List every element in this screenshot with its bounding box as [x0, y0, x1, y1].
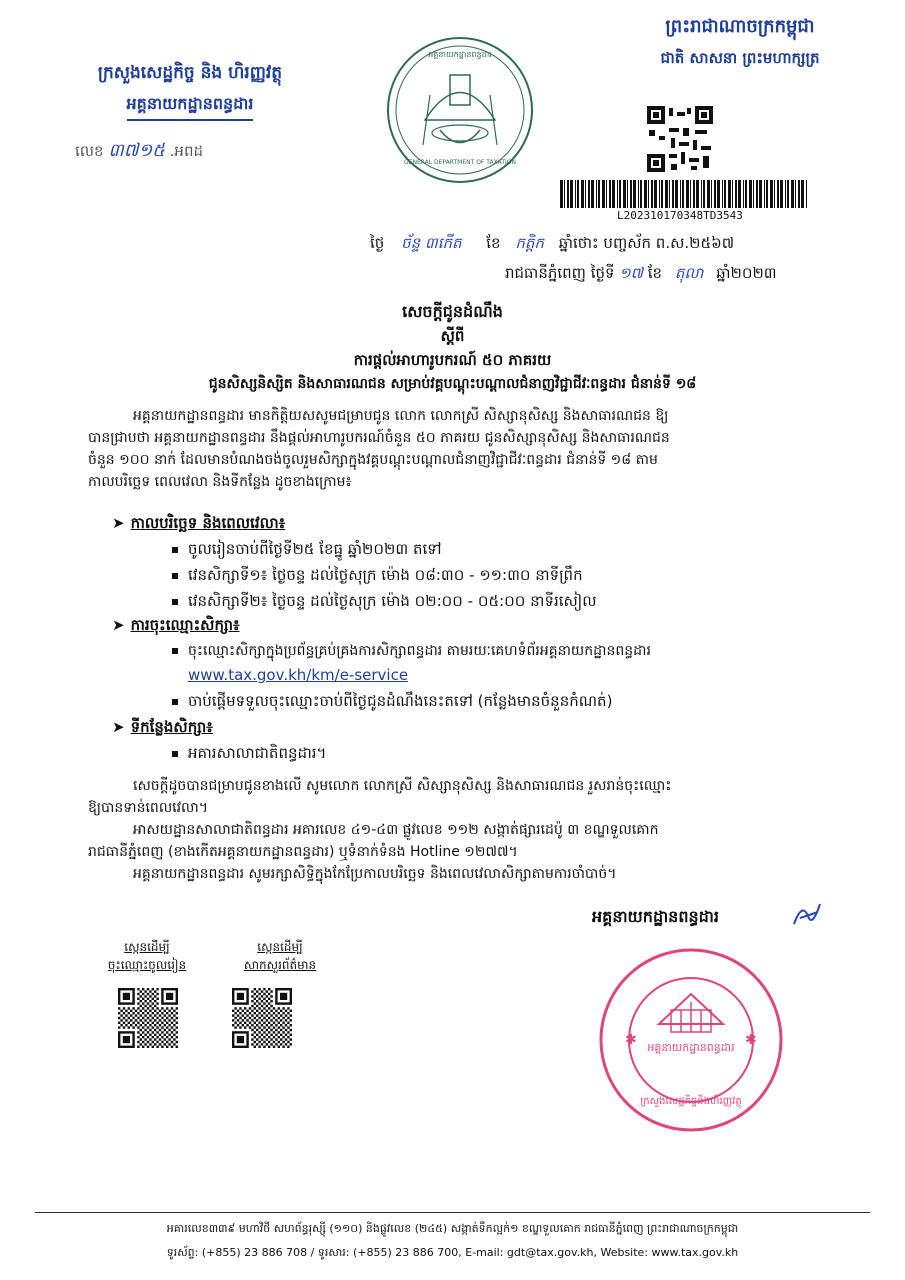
qr-caption: ចុះឈ្មោះចូលរៀន	[107, 958, 187, 972]
section-heading: ➤ ការចុះឈ្មោះសិក្សា៖	[112, 616, 240, 634]
svg-text:✱: ✱	[745, 1032, 757, 1048]
closing-line: រាជធានីភ្នំពេញ (ខាងកើតអគ្គនាយកដ្ឋានពន្ធដារ) ឬទំនាក់ទំនង Hotline ១២៧៧។	[88, 844, 518, 860]
barcode-id: L202310170348TD3543	[617, 209, 743, 222]
intro-line: កាលបរិច្ឆេទ ពេលវេលា និងទីកន្លែង ដូចខាងក្រោម៖	[88, 474, 352, 490]
lunar-month-handwritten: កត្តិក	[515, 234, 544, 252]
footer-contact: ទូរស័ព្ទ: (+855) 23 886 708 / ទូរសារ: (+855) 23 886 700, E-mail: gdt@tax.gov.kh, Website: www.tax.gov.kh	[166, 1246, 739, 1259]
section-heading: ➤ កាលបរិច្ឆេទ និងពេលវេលា៖	[112, 514, 286, 532]
seal-bottom-text: GENERAL DEPARTMENT OF TAXATION	[404, 159, 516, 166]
signature-mark	[790, 898, 826, 939]
solar-day-handwritten: ១៧	[619, 264, 643, 282]
kingdom-name: ព្រះរាជាណាចក្រកម្ពុជា	[665, 16, 815, 37]
ministry-name: ក្រសួងសេដ្ឋកិច្ច និង ហិរញ្ញវត្ថុ	[97, 63, 283, 83]
arrow-icon: ➤	[112, 616, 125, 634]
section-schedule	[112, 512, 832, 612]
arrow-icon: ➤	[112, 718, 125, 736]
closing-paragraphs	[88, 775, 833, 885]
qr-register-label	[92, 938, 202, 974]
intro-line: បានជ្រាបថា អគ្គនាយកដ្ឋានពន្ធដារ នឹងផ្តល់អាហារូបករណ៍ចំនួន ៥០ ភាគរយ ជូនសិស្សានុសិស្ស និងសាធារណជន	[88, 430, 670, 446]
list-item: ចុះឈ្មោះសិក្សាក្នុងប្រព័ន្ធគ្រប់គ្រងការសិក្សាពន្ធដារ តាមរយៈគេហទំព័រអគ្គនាយកដ្ឋានពន្ធដារ	[112, 640, 842, 662]
reference-number: លេខ ៣៧១៥ .អពដ	[75, 140, 203, 161]
official-stamp	[597, 946, 785, 1134]
reference-handwritten: ៣៧១៥	[108, 140, 165, 161]
footer-address: អគារលេខ៣៣៩ មហាវិថី សហព័ន្ធរុស្ស៊ី (១១០) និងផ្លូវលេខ (២៤៥) សង្កាត់ទឹកល្អក់១ ខណ្ឌទួលគោក រាជធានីភ្នំពេញ ព្រះរាជាណាចក្រកម្ពុជា	[166, 1222, 739, 1235]
e-service-link[interactable]: www.tax.gov.kh/km/e-service	[188, 666, 409, 684]
qr-register-code[interactable]	[118, 988, 180, 1050]
list-item	[112, 664, 842, 686]
footer-divider	[35, 1212, 870, 1213]
lunar-day-handwritten: ច័ន្ទ ៣កើត	[401, 234, 462, 252]
seal-top-text: អគ្គនាយកដ្ឋានពន្ធដារ	[428, 50, 492, 59]
kingdom-header	[610, 14, 870, 71]
section-registration	[112, 614, 842, 712]
solar-date: រាជធានីភ្នំពេញ ថ្ងៃទី ១៧ ខែ តុលា ឆ្នាំ២០២៣	[505, 264, 777, 282]
section-heading: ➤ ទីកន្លែងសិក្សា៖	[112, 718, 213, 736]
notice-subject: ការផ្តល់អាហារូបករណ៍ ៥០ ភាគរយ	[353, 351, 552, 369]
ministry-header	[40, 62, 340, 121]
intro-line: ចំនួន ១០០ នាក់ ដែលមានបំណងចង់ចូលរួមសិក្សាក្នុងវគ្គបណ្តុះបណ្តាលជំនាញវិជ្ជាជីវៈពន្ធដារ ជំនាន់ទី ១៨ តាម	[88, 452, 658, 468]
notice-title-block	[60, 300, 845, 396]
qr-caption: សាកសួរព័ត៌មាន	[243, 958, 317, 972]
list-item: វេនសិក្សាទី១៖ ថ្ងៃចន្ទ ដល់ថ្ងៃសុក្រ ម៉ោង ០៨:៣០ - ១១:៣០ នាទីព្រឹក	[112, 564, 832, 586]
notice-subject-label: ស្តីពី	[440, 327, 465, 345]
signature-title: អគ្គនាយកដ្ឋានពន្ធដារ	[592, 907, 719, 926]
list-item: អគារសាលាជាតិពន្ធដារ។	[112, 742, 832, 764]
bullet-icon	[172, 599, 178, 605]
document-qr-code	[647, 106, 713, 172]
notice-title: សេចក្តីជូនដំណឹង	[402, 302, 503, 321]
closing-line: អាសយដ្ឋានសាលាជាតិពន្ធដារ អគារលេខ ៤១-៤៣ ផ្លូវលេខ ១១២ សង្កាត់ផ្សារដេប៉ូ ៣ ខណ្ឌទួលគោក	[133, 822, 659, 838]
qr-inquiry-label	[225, 938, 335, 974]
kingdom-motto: ជាតិ សាសនា ព្រះមហាក្សត្រ	[660, 49, 820, 67]
qr-caption: ស្កេនដើម្បី	[124, 940, 170, 954]
qr-inquiry-code[interactable]	[232, 988, 294, 1050]
bullet-icon	[172, 547, 178, 553]
notice-subject-detail: ជូនសិស្សនិស្សិត និងសាធារណជន សម្រាប់វគ្គបណ្តុះបណ្តាលជំនាញវិជ្ជាជីវៈពន្ធដារ ជំនាន់ទី ១៨	[208, 376, 697, 392]
list-item: ចូលរៀនចាប់ពីថ្ងៃទី២៥ ខែធ្នូ ឆ្នាំ២០២៣ តទៅ	[112, 538, 832, 560]
intro-paragraph	[88, 405, 828, 493]
bullet-icon	[172, 699, 178, 705]
bullet-icon	[172, 751, 178, 757]
list-item: វេនសិក្សាទី២៖ ថ្ងៃចន្ទ ដល់ថ្ងៃសុក្រ ម៉ោង ០២:០០ - ០៥:០០ នាទីរសៀល	[112, 590, 832, 612]
svg-text:✱: ✱	[625, 1032, 637, 1048]
intro-line: អគ្គនាយកដ្ឋានពន្ធដារ មានកិត្តិយសសូមជម្រាបជូន លោក លោកស្រី សិស្សានុសិស្ស និងសាធារណជន ឱ្យ	[133, 408, 669, 424]
stamp-inner-text: អគ្គនាយកដ្ឋានពន្ធដារ	[647, 1041, 735, 1054]
closing-line: អគ្គនាយកដ្ឋានពន្ធដារ សូមរក្សាសិទ្ធិក្នុងកែប្រែកាលបរិច្ឆេទ និងពេលវេលាសិក្សាតាមការចាំបាច់។	[133, 866, 617, 882]
section-location	[112, 716, 832, 764]
lunar-date: ថ្ងៃ ច័ន្ទ ៣កើត ខែ កត្តិក ឆ្នាំថោះ បញ្ចស័ក ព.ស.២៥៦៧	[370, 234, 735, 252]
arrow-icon: ➤	[112, 514, 125, 532]
closing-line: សេចក្តីដូចបានជម្រាបជូនខាងលើ សូមលោក លោកស្រី សិស្សានុសិស្ស និងសាធារណជន រួសរាន់ចុះឈ្មោះ	[133, 778, 672, 794]
qr-caption: ស្កេនដើម្បី	[257, 940, 303, 954]
barcode	[560, 180, 810, 208]
closing-line: ឱ្យបានទាន់ពេលវេលា។	[88, 800, 209, 816]
department-name: អគ្គនាយកដ្ឋានពន្ធដារ	[40, 93, 340, 121]
bullet-icon	[172, 648, 178, 654]
gdt-seal	[385, 35, 535, 185]
solar-month-handwritten: តុលា	[674, 264, 704, 282]
stamp-ring-text: ក្រសួងសេដ្ឋកិច្ចនិងហិរញ្ញវត្ថុ	[640, 1096, 742, 1107]
bullet-icon	[172, 573, 178, 579]
list-item: ចាប់ផ្តើមទទួលចុះឈ្មោះចាប់ពីថ្ងៃជូនដំណឹងនេះតទៅ (កន្លែងមានចំនួនកំណត់)	[112, 690, 842, 712]
